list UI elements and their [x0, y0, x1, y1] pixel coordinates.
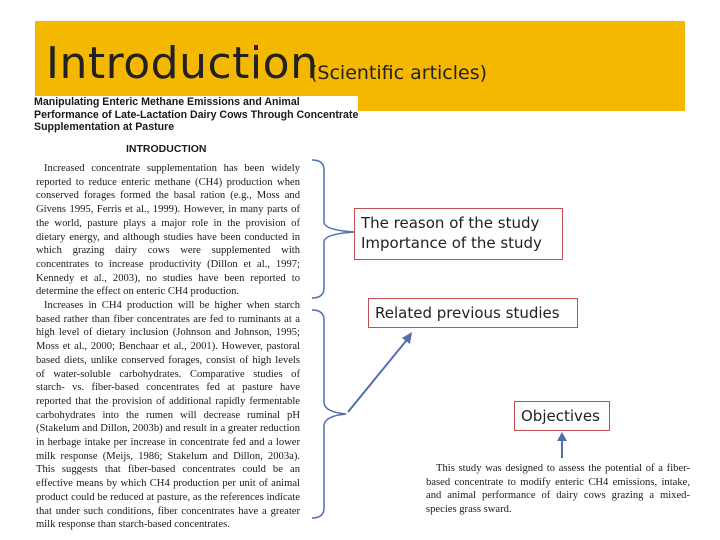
label-reason: The reason of the study: [361, 214, 540, 232]
slide-subtitle: (Scientific articles): [310, 62, 488, 84]
brace-paragraph-1: [312, 160, 354, 298]
label-related-studies: Related previous studies: [368, 298, 578, 328]
article-title: Manipulating Enteric Methane Emissions and Animal Performance of Late-Lactation Dairy Cows Through Concentrate Supplementation at Pasture: [34, 96, 359, 133]
label-reason-importance: [354, 208, 563, 260]
arrow-related: [348, 336, 410, 412]
brace-paragraph-2: [312, 310, 346, 518]
objective-text: This study was designed to assess the potential of a fiber-based concentrate to modify enteric CH4 emissions, intake, and animal performance of dairy cows grazing a mixed-species grass sward.: [426, 463, 690, 515]
arrow-objectives-head: [557, 432, 567, 441]
article-paragraph-2: Increases in CH4 production will be higher when starch based rather than fiber concentrates are fed to ruminants at a high level of dietary inclusion (Johnson and Johnson, 1995; Moss et al., 2000; Benchaar et al., 2001). However, pastoral based diets, unlike conserved forages, consist of high levels of water-soluble carbohydrates. Comparative studies of starch- vs. fiber-based concentrates fed at pasture have reported that the provision of additional rapidly fermentable carbohydrates into the rumen will decrease ruminal pH (Stakelum and Dillon, 2003b) and result in a greater reduction in herbage intake per increase in concentrate fed and a lower milk response (Meijs, 1986; Stakelum and Dillon, 2003a). This suggests that fiber-based concentrates could be an effective means by which CH4 production per unit of animal product could be reduced at pasture, as the references indicate that under such conditions, fiber concentrates have a greater milk response than starch-based concentrates.: [36, 300, 300, 531]
slide-title: Introduction: [46, 38, 319, 89]
article-heading: INTRODUCTION: [126, 143, 207, 155]
label-importance: Importance of the study: [361, 234, 542, 252]
label-objectives: Objectives: [514, 401, 610, 431]
arrow-related-head: [402, 332, 412, 344]
article-paragraph-1: Increased concentrate supplementation has been widely reported to reduce enteric methane (CH4) production when conserved forages formed the basal ration (e.g., Moss and Givens 1995, Ferris et al., 1999). However, in many parts of the world, pasture plays a major role in the provision of dietary energy, and although studies have been conducted in which grazing dairy cows were supplemented with concentrates to increase productivity (Dillon et al., 1997; Kennedy et al., 2003), no studies have been reported to determine the effect on enteric CH4 production.: [36, 163, 300, 298]
objective-excerpt: [426, 462, 690, 516]
